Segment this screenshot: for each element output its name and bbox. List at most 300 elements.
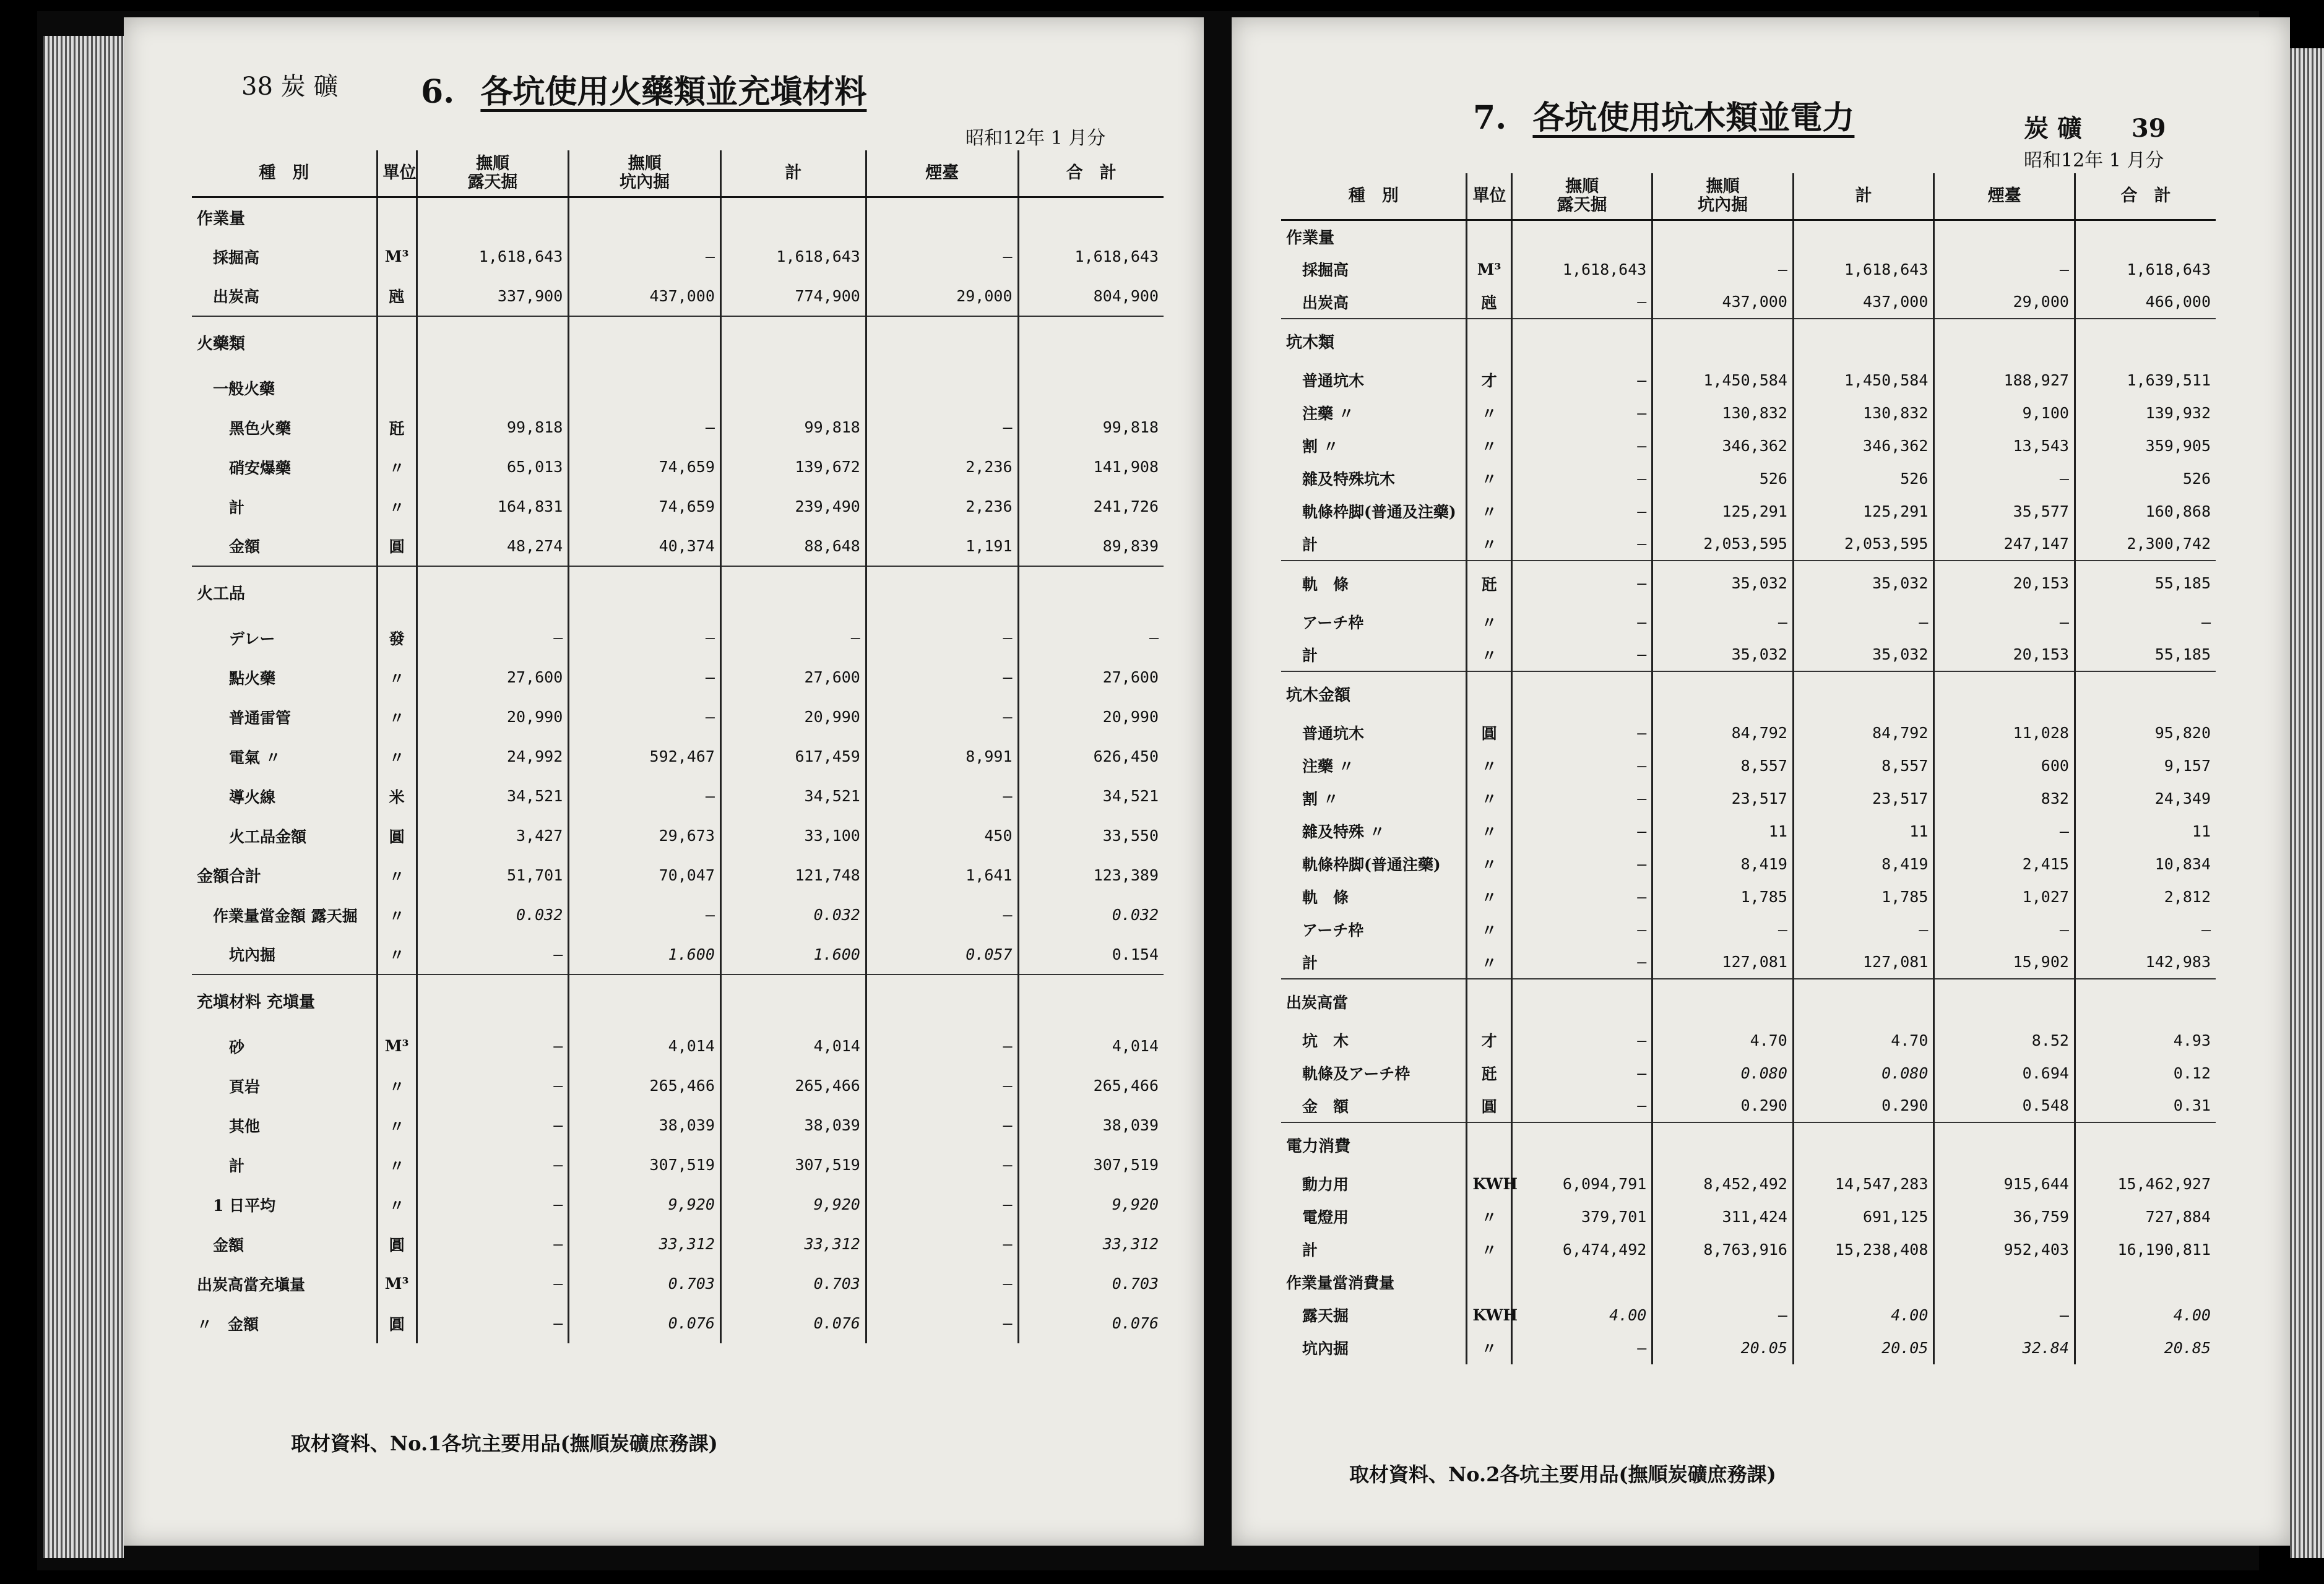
right-value-cell: — [1511,1057,1652,1090]
right-unit-cell: 瓩 [1467,1057,1511,1090]
left-value-cell: — [866,895,1018,935]
right-title [1473,92,1854,138]
right-table-row [1281,979,2216,1024]
left-value-cell: 617,459 [720,737,866,777]
left-value-cell: — [417,1304,569,1343]
right-value-cell [2075,671,2216,717]
left-table-row [192,1106,1164,1145]
left-value-cell: 33,100 [720,816,866,856]
left-unit-cell [377,197,417,237]
left-value-cell: 0.032 [1018,895,1164,935]
right-value-cell: 2,053,595 [1793,528,1934,561]
left-table-row [192,935,1164,975]
right-value-cell: — [1934,462,2075,495]
right-row-label: 注藥 〃 [1302,757,1354,775]
right-row-label: 計 [1302,646,1318,665]
left-column-header: 撫順 露天掘 [417,150,569,197]
right-value-cell [1793,220,1934,253]
right-unit-cell: 〃 [1467,815,1511,848]
right-value-cell: 16,190,811 [2075,1233,2216,1266]
right-value-cell: — [1511,913,1652,946]
right-row-label: 出炭高 [1302,293,1349,312]
left-value-cell: 265,466 [1018,1066,1164,1106]
right-value-cell: 2,812 [2075,880,2216,913]
right-value-cell: 600 [1934,749,2075,782]
right-value-cell [1793,1122,1934,1168]
left-title-number: 6. [421,73,455,111]
right-table-row [1281,1299,2216,1332]
right-value-cell: 526 [2075,462,2216,495]
left-unit-cell: 圓 [377,1304,417,1343]
right-table-row [1281,495,2216,528]
right-value-cell: — [1511,606,1652,639]
left-source-note: 取材資料、No.1各坑主要用品(撫順炭礦庶務課) [291,1432,718,1455]
right-value-cell: 0.31 [2075,1090,2216,1122]
left-value-cell: — [417,1027,569,1066]
left-value-cell: — [569,408,721,447]
left-unit-cell: M³ [377,1264,417,1304]
right-value-cell: 20.05 [1652,1332,1794,1364]
right-value-cell: 139,932 [2075,397,2216,429]
left-value-cell: 0.703 [569,1264,721,1304]
right-value-cell: 1,785 [1652,880,1794,913]
right-title-number: 7. [1473,99,1507,137]
right-value-cell: 36,759 [1934,1200,2075,1233]
left-value-cell: 20,990 [1018,697,1164,737]
left-value-cell: 139,672 [720,447,866,487]
right-value-cell: — [1934,815,2075,848]
left-row-label: 其他 [229,1117,261,1135]
left-unit-cell: M³ [377,237,417,277]
right-row-label: 計 [1302,953,1318,972]
left-column-header: 單位 [377,150,417,197]
right-unit-cell: KWH [1467,1168,1511,1200]
left-value-cell: 20,990 [417,697,569,737]
left-table-row [192,1225,1164,1264]
right-value-cell: — [1511,495,1652,528]
right-row-label: 坑木類 [1281,319,1467,364]
left-value-cell: — [866,1185,1018,1225]
left-table-row [192,197,1164,237]
right-value-cell: — [1511,782,1652,815]
left-value-cell: 33,312 [1018,1225,1164,1264]
left-value-cell: 1,618,643 [417,237,569,277]
left-value-cell: 307,519 [1018,1145,1164,1185]
left-row-label: 砂 [229,1038,245,1056]
left-table-row [192,316,1164,368]
left-value-cell: 337,900 [417,277,569,316]
right-table-row [1281,782,2216,815]
left-row-label: 火工品 [192,566,377,618]
left-value-cell: — [569,777,721,816]
right-value-cell [1511,319,1652,364]
right-table-row [1281,848,2216,880]
right-unit-cell: 〃 [1467,749,1511,782]
right-page-header: 炭 礦 39 [2024,114,2166,143]
right-value-cell: 15,902 [1934,946,2075,979]
left-value-cell: 121,748 [720,856,866,895]
left-value-cell: 0.703 [1018,1264,1164,1304]
left-value-cell: 33,312 [569,1225,721,1264]
right-column-header: 煙臺 [1934,173,2075,220]
left-value-cell: — [866,1304,1018,1343]
right-row-label: 電燈用 [1302,1208,1349,1226]
left-unit-cell: 〃 [377,1066,417,1106]
right-unit-cell: 〃 [1467,1332,1511,1364]
right-value-cell: 0.694 [1934,1057,2075,1090]
right-value-cell: — [1652,606,1794,639]
left-value-cell [569,566,721,618]
left-table-row [192,1145,1164,1185]
left-row-label: 坑內掘 [229,946,276,964]
left-table-row [192,237,1164,277]
right-table-row [1281,319,2216,364]
left-value-cell: 65,013 [417,447,569,487]
right-table-row [1281,1057,2216,1090]
right-unit-cell [1467,1266,1511,1299]
right-value-cell: — [1511,286,1652,319]
left-value-cell: — [720,618,866,658]
right-table-row [1281,253,2216,286]
book-scan [37,11,2259,1570]
right-row-label: 電力消費 [1281,1122,1467,1168]
left-value-cell [1018,197,1164,237]
left-value-cell [569,316,721,368]
right-value-cell: — [1511,717,1652,749]
right-table-row [1281,1233,2216,1266]
right-value-cell: 526 [1652,462,1794,495]
left-value-cell: 74,659 [569,447,721,487]
left-value-cell: 592,467 [569,737,721,777]
right-value-cell: 11 [1793,815,1934,848]
right-value-cell: 952,403 [1934,1233,2075,1266]
left-value-cell: — [866,1066,1018,1106]
left-value-cell: — [866,237,1018,277]
left-table-row [192,658,1164,697]
left-value-cell [1018,566,1164,618]
right-value-cell: 127,081 [1793,946,1934,979]
left-value-cell: — [866,618,1018,658]
right-table-row [1281,1266,2216,1299]
right-row-label: 計 [1302,1241,1318,1259]
right-table-row [1281,639,2216,671]
left-value-cell: 34,521 [1018,777,1164,816]
left-row-label: 一般火藥 [213,379,275,398]
left-value-cell: — [866,697,1018,737]
right-value-cell [2075,220,2216,253]
left-value-cell: — [866,1264,1018,1304]
left-value-cell [720,197,866,237]
right-value-cell: 84,792 [1652,717,1794,749]
left-value-cell: 33,312 [720,1225,866,1264]
right-unit-cell: 〃 [1467,913,1511,946]
left-value-cell: 33,550 [1018,816,1164,856]
left-row-label: 採掘高 [213,248,260,267]
left-value-cell: 307,519 [720,1145,866,1185]
left-row-label: 〃 金額 [197,1315,259,1333]
right-page [1232,17,2290,1546]
left-value-cell: 8,991 [866,737,1018,777]
left-row-label: 作業量 [197,209,246,228]
left-page [124,17,1204,1546]
right-table-row [1281,913,2216,946]
right-value-cell: 8,419 [1652,848,1794,880]
left-value-cell [720,975,866,1027]
right-value-cell: 8,452,492 [1652,1168,1794,1200]
right-value-cell: 20,153 [1934,639,2075,671]
left-table-row [192,816,1164,856]
right-value-cell [1934,979,2075,1024]
right-row-label: 普通坑木 [1302,725,1365,742]
left-value-cell [1018,316,1164,368]
left-row-label: 普通雷管 [229,708,292,727]
left-value-cell: — [866,1027,1018,1066]
right-unit-cell: 〃 [1467,495,1511,528]
left-value-cell: 48,274 [417,527,569,566]
right-value-cell [2075,1266,2216,1299]
left-row-label: デレー [229,629,275,648]
right-value-cell: 1,639,511 [2075,364,2216,397]
right-row-label: 作業量 [1286,229,1335,248]
right-row-label: 坑木金額 [1281,671,1467,717]
right-value-cell: — [1511,1090,1652,1122]
left-row-label: 火工品金額 [229,827,307,846]
left-value-cell [417,975,569,1027]
left-value-cell [1018,368,1164,408]
left-row-label: 黑色火藥 [229,419,292,437]
left-title [421,66,866,112]
right-value-cell: 20,153 [1934,561,2075,606]
right-unit-cell [1467,671,1511,717]
right-row-label: アーチ枠 [1302,921,1364,939]
right-value-cell: 691,125 [1793,1200,1934,1233]
left-value-cell [866,197,1018,237]
left-value-cell [866,368,1018,408]
right-table-row [1281,749,2216,782]
right-unit-cell: 〃 [1467,782,1511,815]
left-value-cell: 40,374 [569,527,721,566]
right-row-label: 露天掘 [1302,1307,1349,1325]
left-value-cell: — [1018,618,1164,658]
left-value-cell: 804,900 [1018,277,1164,316]
right-table-row [1281,220,2216,253]
left-row-label: 電氣 〃 [229,748,281,767]
left-column-header: 計 [720,150,866,197]
right-value-cell: 8.52 [1934,1024,2075,1057]
right-value-cell: 2,053,595 [1652,528,1794,561]
left-table-row [192,408,1164,447]
right-column-header: 計 [1793,173,1934,220]
left-value-cell: 20,990 [720,697,866,737]
right-value-cell: 35,032 [1652,639,1794,671]
left-unit-cell [377,566,417,618]
left-value-cell: 0.076 [569,1304,721,1343]
right-value-cell: — [1511,528,1652,561]
left-value-cell: — [417,618,569,658]
right-value-cell: 24,349 [2075,782,2216,815]
left-row-label: 作業量當金額 露天掘 [213,906,358,925]
right-value-cell: 0.290 [1652,1090,1794,1122]
right-value-cell [1511,979,1652,1024]
left-column-header: 煙臺 [866,150,1018,197]
right-column-header: 撫順 坑內掘 [1652,173,1794,220]
left-value-cell: — [866,658,1018,697]
left-value-cell: 626,450 [1018,737,1164,777]
right-value-cell [1652,979,1794,1024]
right-value-cell [1511,671,1652,717]
left-value-cell [720,566,866,618]
left-value-cell: 1,618,643 [720,237,866,277]
left-value-cell: 2,236 [866,487,1018,527]
left-table-row [192,527,1164,566]
right-value-cell [1793,1266,1934,1299]
right-table-row [1281,606,2216,639]
left-value-cell: 9,920 [720,1185,866,1225]
left-unit-cell: 〃 [377,697,417,737]
right-row-label: 軌 條 [1281,561,1467,606]
right-value-cell: 1,618,643 [1511,253,1652,286]
right-unit-cell: 〃 [1467,1233,1511,1266]
right-value-cell: 437,000 [1652,286,1794,319]
right-row-label: 坑 木 [1302,1032,1349,1050]
left-value-cell: 4,014 [1018,1027,1164,1066]
left-value-cell: 164,831 [417,487,569,527]
left-unit-cell: 〃 [377,447,417,487]
right-row-label: 作業量當消費量 [1286,1274,1395,1292]
left-value-cell: — [417,1225,569,1264]
right-unit-cell: 〃 [1467,397,1511,429]
right-value-cell: — [1934,606,2075,639]
left-value-cell: 307,519 [569,1145,721,1185]
left-value-cell: — [569,618,721,658]
left-value-cell: — [417,1106,569,1145]
right-row-label: 軌 條 [1302,889,1349,906]
right-value-cell: 1,450,584 [1793,364,1934,397]
left-title-text: 各坑使用火藥類並充塡材料 [480,73,867,111]
right-value-cell [1793,319,1934,364]
left-row-label: 計 [229,1156,245,1175]
right-table-row [1281,286,2216,319]
left-column-header: 合 計 [1018,150,1164,197]
left-value-cell: 4,014 [569,1027,721,1066]
left-column-header: 種 別 [192,150,377,197]
right-unit-cell: 〃 [1467,639,1511,671]
left-unit-cell: 〃 [377,658,417,697]
right-value-cell: 1,618,643 [2075,253,2216,286]
right-value-cell [2075,319,2216,364]
right-row-label: 計 [1302,535,1318,554]
left-value-cell: 99,818 [417,408,569,447]
right-source-note: 取材資料、No.2各坑主要用品(撫順炭礦庶務課) [1349,1463,1776,1486]
right-value-cell: — [1511,1332,1652,1364]
left-value-cell [720,368,866,408]
left-value-cell: 70,047 [569,856,721,895]
right-value-cell: 4.00 [2075,1299,2216,1332]
left-column-header: 撫順 坑內掘 [569,150,721,197]
left-value-cell [417,197,569,237]
right-value-cell: 437,000 [1793,286,1934,319]
right-value-cell [1934,319,2075,364]
left-value-cell: 38,039 [720,1106,866,1145]
right-value-cell: 6,094,791 [1511,1168,1652,1200]
right-value-cell: 4.70 [1652,1024,1794,1057]
right-value-cell: — [1511,462,1652,495]
left-row-label: 金額 [213,1236,244,1254]
left-table-row [192,1264,1164,1304]
left-unit-cell: 圓 [377,816,417,856]
left-value-cell: — [417,1066,569,1106]
right-value-cell [1652,671,1794,717]
right-value-cell: 35,032 [1652,561,1794,606]
right-row-label: 金 額 [1302,1097,1349,1116]
right-unit-cell: 〃 [1467,848,1511,880]
right-value-cell: 23,517 [1793,782,1934,815]
left-value-cell: 4,014 [720,1027,866,1066]
left-value-cell: 89,839 [1018,527,1164,566]
left-table-row [192,618,1164,658]
left-value-cell: — [417,1264,569,1304]
left-row-label: 1 日平均 [213,1196,276,1215]
left-row-label: 導火線 [229,788,276,806]
right-value-cell [1934,1266,2075,1299]
right-unit-cell [1467,220,1511,253]
left-unit-cell: 〃 [377,895,417,935]
right-value-cell: 130,832 [1652,397,1794,429]
right-value-cell: 8,763,916 [1652,1233,1794,1266]
right-table-row [1281,671,2216,717]
left-value-cell: 9,920 [569,1185,721,1225]
left-value-cell: 0.032 [720,895,866,935]
right-value-cell: — [1652,253,1794,286]
right-value-cell: 311,424 [1652,1200,1794,1233]
left-table-row [192,697,1164,737]
right-value-cell [1652,319,1794,364]
right-value-cell: — [1934,913,2075,946]
right-date: 昭和12年 1 月分 [2024,150,2164,171]
right-value-cell: 130,832 [1793,397,1934,429]
left-row-label: 火藥類 [192,316,377,368]
right-unit-cell: 〃 [1467,880,1511,913]
right-row-label: 軌條枠脚(普通注藥) [1302,856,1441,874]
left-table-row [192,1185,1164,1225]
right-row-label: 割 〃 [1302,437,1339,455]
right-value-cell: — [2075,606,2216,639]
right-row-label: 普通坑木 [1302,372,1365,390]
left-table-row [192,277,1164,316]
right-value-cell: 832 [1934,782,2075,815]
right-row-label: 採掘高 [1302,261,1349,279]
right-unit-cell: 〃 [1467,528,1511,561]
right-value-cell: 20.05 [1793,1332,1934,1364]
left-value-cell [417,566,569,618]
right-value-cell: 125,291 [1652,495,1794,528]
right-value-cell: 9,157 [2075,749,2216,782]
left-value-cell [417,368,569,408]
right-value-cell: 9,100 [1934,397,2075,429]
left-value-cell [866,316,1018,368]
left-value-cell: — [866,1145,1018,1185]
right-table-row [1281,429,2216,462]
left-value-cell: 141,908 [1018,447,1164,487]
right-unit-cell: 〃 [1467,946,1511,979]
right-value-cell: — [1793,606,1934,639]
left-row-label: 點火藥 [229,669,276,687]
left-value-cell: 239,490 [720,487,866,527]
left-value-cell: 88,648 [720,527,866,566]
left-value-cell: 265,466 [720,1066,866,1106]
right-value-cell: 14,547,283 [1793,1168,1934,1200]
right-unit-cell [1467,1122,1511,1168]
